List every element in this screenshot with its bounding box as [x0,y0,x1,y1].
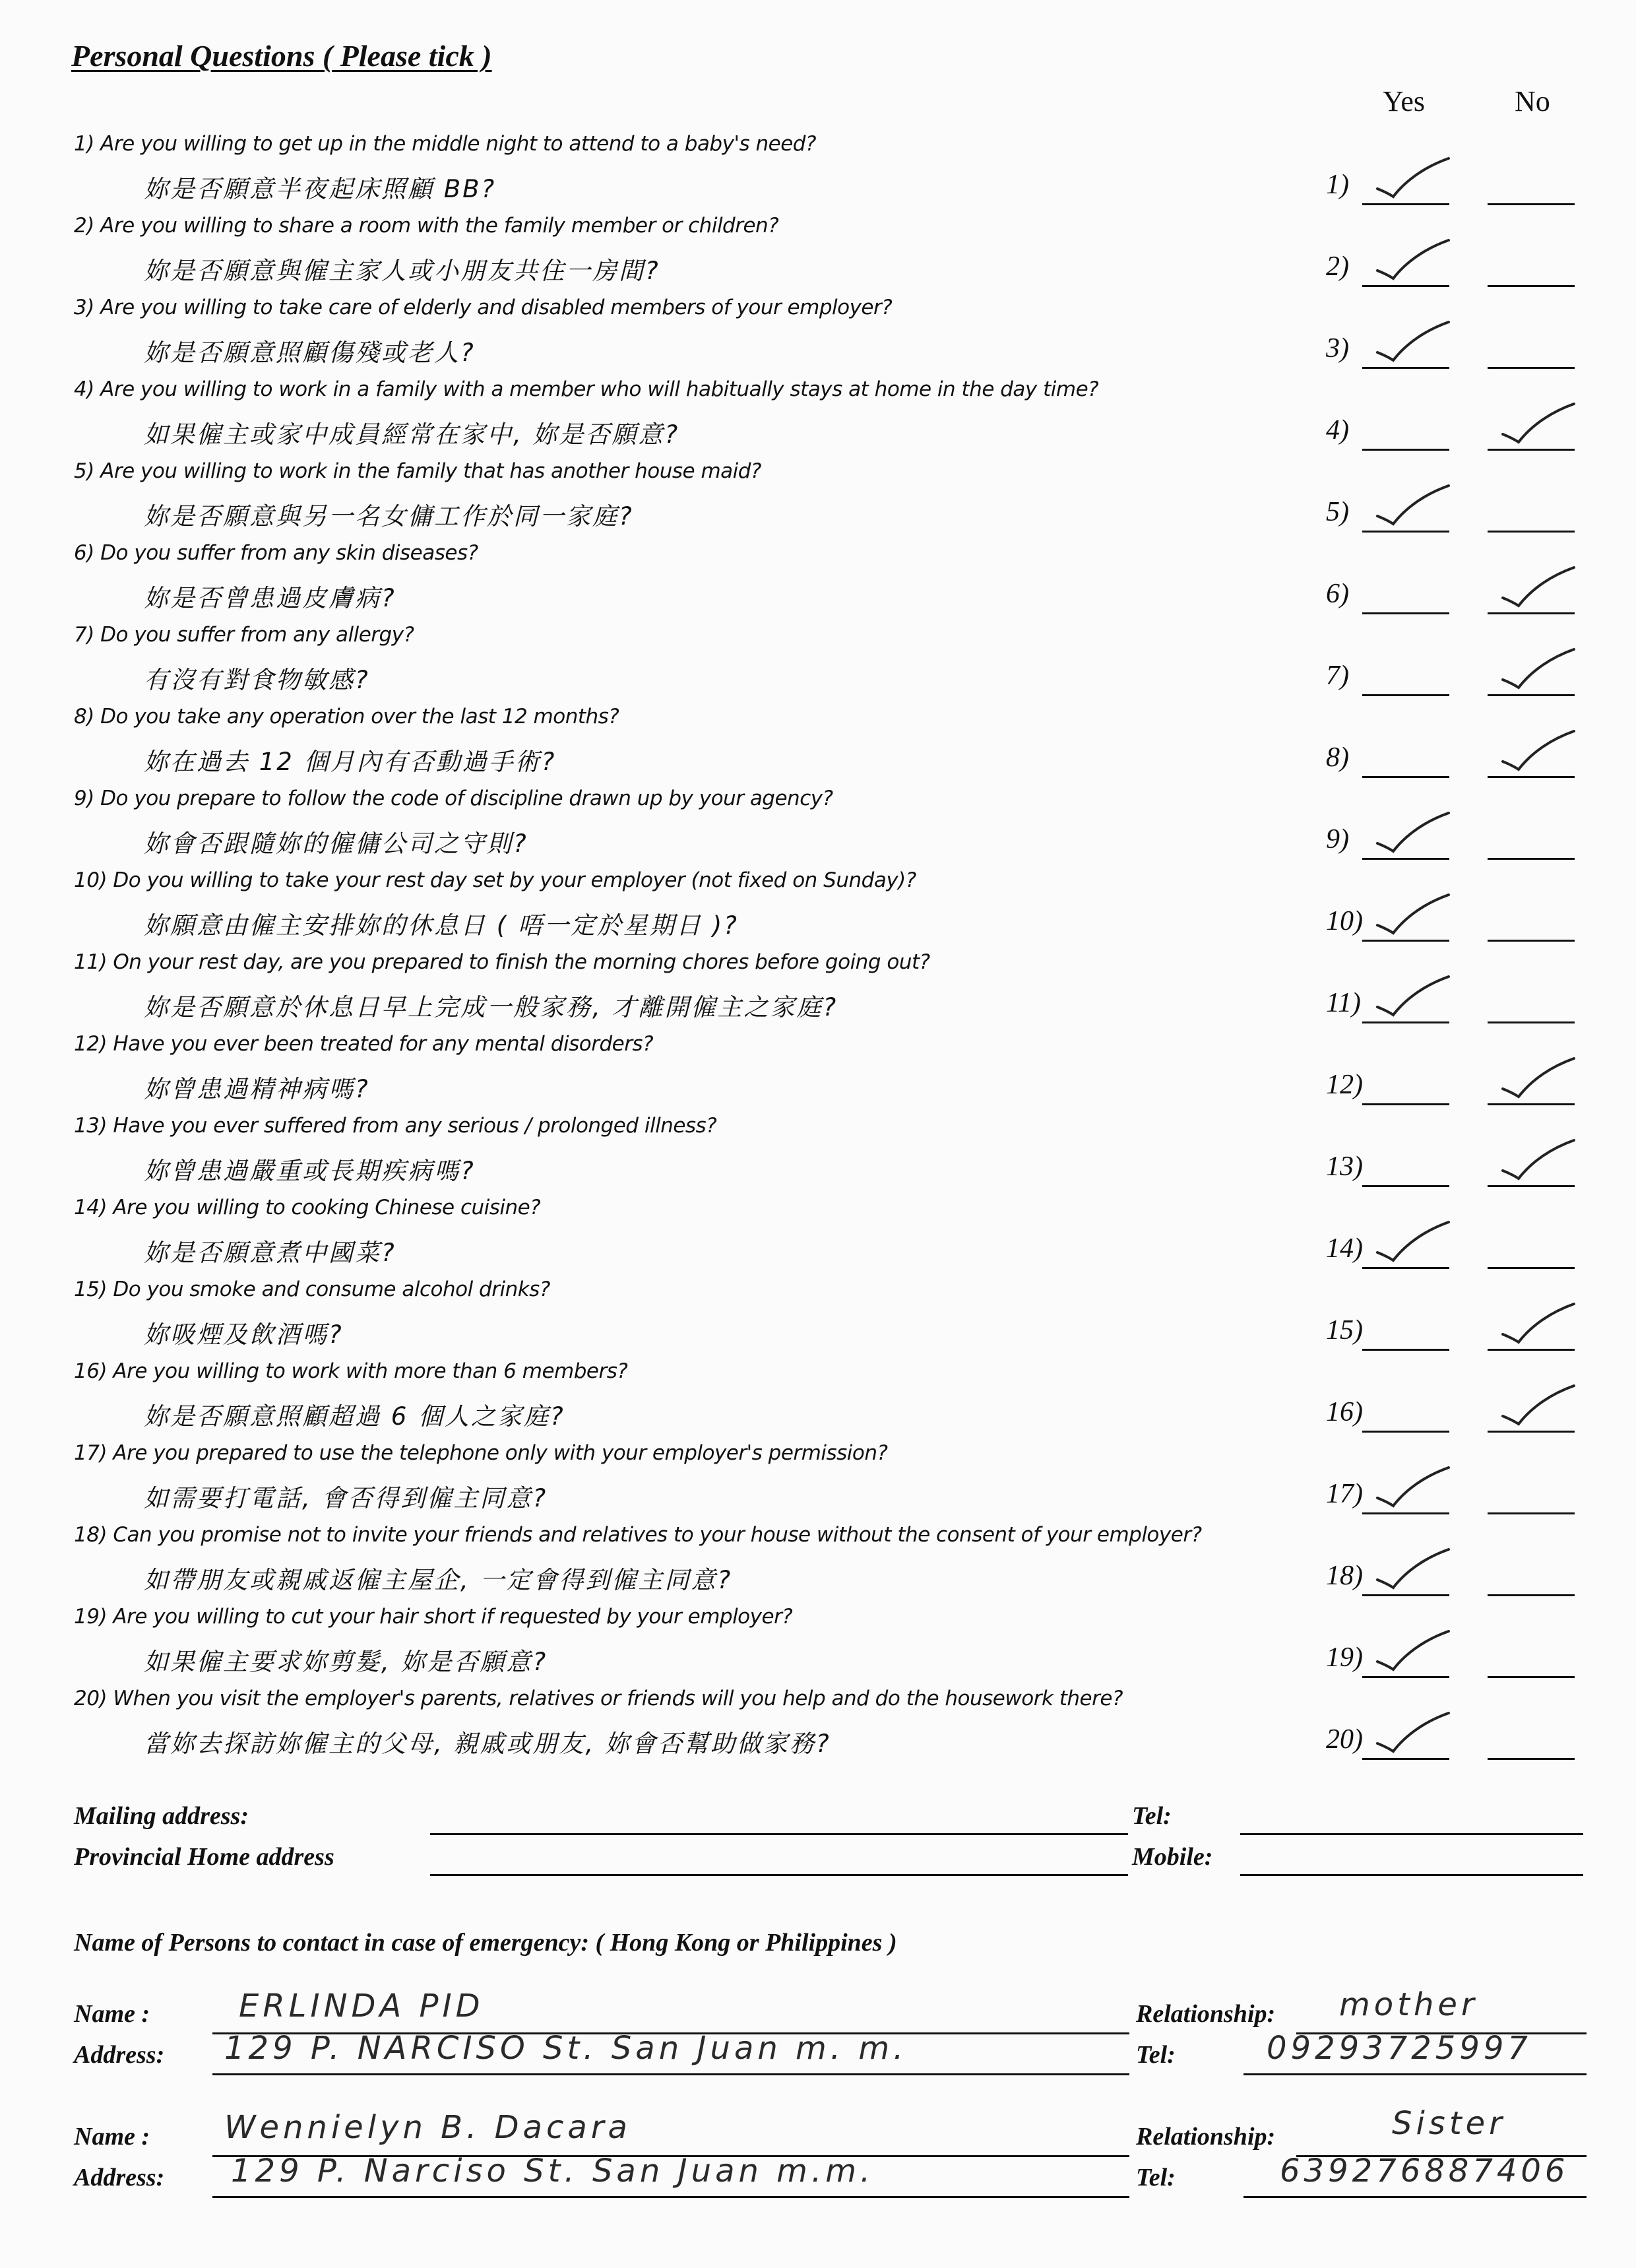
answer-no-field[interactable] [1488,1431,1575,1433]
emergency-heading: Name of Persons to contact in case of emergency: ( Hong Kong or Philippines ) [74,1929,897,1957]
contact-1-tel-line [1243,2073,1587,2075]
answer-number: 13) [1326,1151,1363,1182]
yes-column-header: Yes [1383,85,1426,117]
question-english: 3) Are you willing to take care of elderly and disabled members of your employer? [74,296,893,319]
question-english: 12) Have you ever been treated for any mental disorders? [74,1032,654,1056]
answer-yes-field[interactable] [1362,776,1449,778]
answer-no-field[interactable] [1488,1594,1575,1596]
answer-yes-field[interactable] [1362,449,1449,451]
page-title: Personal Questions ( Please tick ) [71,39,492,73]
question-chinese: 妳在過去 12 個月內有否動過手術? [144,748,557,776]
contact-2-tel-line [1243,2196,1587,2198]
answer-number: 18) [1326,1561,1363,1591]
answer-number: 14) [1326,1233,1363,1264]
question-row [0,1032,1636,1114]
checkmark-icon [1499,1056,1578,1102]
question-row [0,1196,1636,1278]
answer-no-field[interactable] [1488,203,1575,205]
question-chinese: 妳會否跟隨妳的僱傭公司之守則? [144,829,528,858]
answer-number: 4) [1326,415,1349,445]
mailing-address-field[interactable] [430,1833,1128,1835]
checkmark-icon [1373,156,1453,202]
answer-yes-field[interactable] [1362,1185,1449,1187]
answer-no-field[interactable] [1488,1676,1575,1678]
mobile-label: Mobile: [1132,1843,1213,1871]
question-english: 13) Have you ever suffered from any serious / prolonged illness? [74,1114,717,1138]
question-chinese: 妳吸煙及飲酒嗎? [144,1320,344,1349]
question-english: 19) Are you willing to cut your hair short if requested by your employer? [74,1605,793,1629]
question-english: 11) On your rest day, are you prepared to finish the morning chores before going out? [74,950,930,974]
question-chinese: 當妳去探訪妳僱主的父母, 親戚或朋友, 妳會否幫助做家務? [144,1730,831,1758]
answer-number: 7) [1326,661,1349,691]
contact-1-tel-label: Tel: [1136,2041,1176,2069]
question-chinese: 如果僱主要求妳剪髮, 妳是否願意? [144,1648,548,1676]
question-english: 14) Are you willing to cooking Chinese cuisine? [74,1196,541,1219]
checkmark-icon [1373,1710,1453,1757]
question-row [0,459,1636,541]
checkmark-icon [1499,1138,1578,1184]
question-chinese: 妳是否願意照顧傷殘或老人? [144,339,476,367]
answer-number: 20) [1326,1724,1363,1755]
provincial-address-label: Provincial Home address [74,1843,334,1871]
answer-number: 9) [1326,824,1349,855]
answer-no-field[interactable] [1488,1267,1575,1269]
answer-yes-field[interactable] [1362,694,1449,696]
question-row [0,214,1636,296]
question-row [0,623,1636,705]
answer-number: 5) [1326,497,1349,527]
question-chinese: 妳是否願意與僱主家人或小朋友共住一房間? [144,257,660,285]
answer-number: 19) [1326,1642,1363,1673]
mailing-address-label: Mailing address: [74,1802,249,1830]
answer-yes-field[interactable] [1362,1267,1449,1269]
contact-2-relationship[interactable]: Sister [1392,2105,1506,2142]
answer-number: 8) [1326,742,1349,773]
answer-yes-field[interactable] [1362,1594,1449,1596]
answer-number: 1) [1326,170,1349,200]
checkmark-icon [1499,1301,1578,1347]
checkmark-icon [1373,1629,1453,1675]
answer-yes-field[interactable] [1362,940,1449,942]
checkmark-icon [1499,401,1578,447]
question-row [0,296,1636,377]
question-chinese: 妳曾患過嚴重或長期疾病嗎? [144,1157,476,1185]
checkmark-icon [1373,483,1453,529]
checkmark-icon [1373,1465,1453,1511]
contact-2-address-label: Address: [74,2164,165,2191]
answer-no-field[interactable] [1488,285,1575,287]
answer-yes-field[interactable] [1362,858,1449,860]
answer-no-field[interactable] [1488,1512,1575,1514]
question-chinese: 妳是否願意與另一名女傭工作於同一家庭? [144,502,634,531]
answer-no-field[interactable] [1488,367,1575,369]
checkmark-icon [1373,1547,1453,1593]
answer-no-field[interactable] [1488,1021,1575,1023]
answer-no-field[interactable] [1488,694,1575,696]
no-column-header: No [1515,85,1550,117]
checkmark-icon [1499,729,1578,775]
question-chinese: 如帶朋友或親戚返僱主屋企, 一定會得到僱主同意? [144,1566,733,1594]
answer-yes-field[interactable] [1362,285,1449,287]
question-chinese: 妳是否願意於休息日早上完成一般家務, 才離開僱主之家庭? [144,993,838,1021]
question-row [0,1441,1636,1523]
question-chinese: 如需要打電話, 會否得到僱主同意? [144,1484,548,1512]
answer-number: 12) [1326,1070,1363,1100]
checkmark-icon [1373,1219,1453,1266]
contact-1-name[interactable]: ERLINDA PID [239,1988,484,2025]
question-row [0,1687,1636,1768]
answer-no-field[interactable] [1488,1103,1575,1105]
tel-label: Tel: [1132,1802,1172,1830]
answer-no-field[interactable] [1488,776,1575,778]
checkmark-icon [1499,647,1578,693]
answer-number: 16) [1326,1397,1363,1427]
question-chinese: 妳是否願意煮中國菜? [144,1239,396,1267]
question-row [0,705,1636,787]
mobile-field[interactable] [1240,1874,1583,1876]
answer-number: 3) [1326,333,1349,364]
contact-2-tel-label: Tel: [1136,2164,1176,2191]
question-english: 8) Do you take any operation over the last 12 months? [74,705,619,729]
checkmark-icon [1499,1383,1578,1429]
contact-2-name[interactable]: Wennielyn B. Dacara [224,2109,631,2146]
question-row [0,132,1636,214]
question-english: 4) Are you willing to work in a family with a member who will habitually stays at home in the day time? [74,377,1099,401]
question-chinese: 妳是否曾患過皮膚病? [144,584,396,612]
contact-1-relationship[interactable]: mother [1339,1986,1478,2023]
question-english: 10) Do you willing to take your rest day set by your employer (not fixed on Sunday)? [74,868,916,892]
answer-number: 17) [1326,1479,1363,1509]
contact-2-name-label: Name : [74,2123,150,2151]
answer-yes-field[interactable] [1362,1021,1449,1023]
question-chinese: 如果僱主或家中成員經常在家中, 妳是否願意? [144,420,680,449]
answer-number: 11) [1326,988,1361,1018]
question-row [0,1114,1636,1196]
question-english: 16) Are you willing to work with more than 6 members? [74,1359,628,1383]
contact-2-address[interactable]: 129 P. Narciso St. San Juan m.m. [231,2153,875,2189]
question-row [0,1278,1636,1359]
question-chinese: 妳曾患過精神病嗎? [144,1075,370,1103]
contact-1-address-line [212,2073,1129,2075]
question-english: 20) When you visit the employer's parents, relatives or friends will you help and do the housework there? [74,1687,1123,1710]
answer-no-field[interactable] [1488,940,1575,942]
answer-yes-field[interactable] [1362,531,1449,533]
question-chinese: 有沒有對食物敏感? [144,666,370,694]
question-row [0,1359,1636,1441]
answer-yes-field[interactable] [1362,1758,1449,1760]
tel-field[interactable] [1240,1833,1583,1835]
question-chinese: 妳願意由僱主安排妳的休息日 ( 唔一定於星期日 )? [144,911,739,940]
question-row [0,787,1636,868]
contact-2-relationship-label: Relationship: [1136,2123,1276,2151]
question-english: 9) Do you prepare to follow the code of discipline drawn up by your agency? [74,787,833,810]
contact-1-tel[interactable]: 09293725997 [1267,2030,1532,2067]
checkmark-icon [1373,238,1453,284]
answer-number: 10) [1326,906,1363,936]
answer-no-field[interactable] [1488,449,1575,451]
question-row [0,541,1636,623]
question-english: 5) Are you willing to work in the family that has another house maid? [74,459,761,483]
answer-yes-field[interactable] [1362,1676,1449,1678]
question-english: 6) Do you suffer from any skin diseases? [74,541,478,565]
question-row [0,868,1636,950]
answer-no-field[interactable] [1488,1349,1575,1351]
checkmark-icon [1499,565,1578,611]
checkmark-icon [1373,319,1453,366]
answer-yes-field[interactable] [1362,1349,1449,1351]
question-row [0,1605,1636,1687]
answer-yes-field[interactable] [1362,1103,1449,1105]
answer-yes-field[interactable] [1362,612,1449,614]
answer-number: 2) [1326,251,1349,282]
question-english: 1) Are you willing to get up in the middle night to attend to a baby's need? [74,132,816,156]
contact-2-address-line [212,2196,1129,2198]
question-english: 17) Are you prepared to use the telephone only with your employer's permission? [74,1441,888,1465]
provincial-address-field[interactable] [430,1874,1128,1876]
answer-yes-field[interactable] [1362,1431,1449,1433]
checkmark-icon [1373,892,1453,938]
question-english: 18) Can you promise not to invite your friends and relatives to your house without the consent of your employer? [74,1523,1202,1547]
answer-no-field[interactable] [1488,858,1575,860]
answer-no-field[interactable] [1488,1758,1575,1760]
contact-1-name-label: Name : [74,2000,150,2028]
contact-1-address[interactable]: 129 P. NARCISO St. San Juan m. m. [224,2030,908,2067]
answer-no-field[interactable] [1488,612,1575,614]
answer-yes-field[interactable] [1362,203,1449,205]
answer-number: 15) [1326,1315,1363,1345]
question-row [0,377,1636,459]
answer-no-field[interactable] [1488,1185,1575,1187]
contact-1-address-label: Address: [74,2041,165,2069]
question-chinese: 妳是否願意半夜起床照顧 BB? [144,175,497,203]
checkmark-icon [1373,810,1453,857]
answer-yes-field[interactable] [1362,367,1449,369]
question-chinese: 妳是否願意照顧超過 6 個人之家庭? [144,1402,565,1431]
question-english: 7) Do you suffer from any allergy? [74,623,414,647]
contact-2-tel[interactable]: 639276887406 [1280,2153,1569,2189]
contact-1-relationship-label: Relationship: [1136,2000,1276,2028]
question-english: 15) Do you smoke and consume alcohol drinks? [74,1278,550,1301]
answer-no-field[interactable] [1488,531,1575,533]
answer-number: 6) [1326,579,1349,609]
question-row [0,1523,1636,1605]
answer-yes-field[interactable] [1362,1512,1449,1514]
checkmark-icon [1373,974,1453,1020]
question-row [0,950,1636,1032]
question-english: 2) Are you willing to share a room with the family member or children? [74,214,779,238]
